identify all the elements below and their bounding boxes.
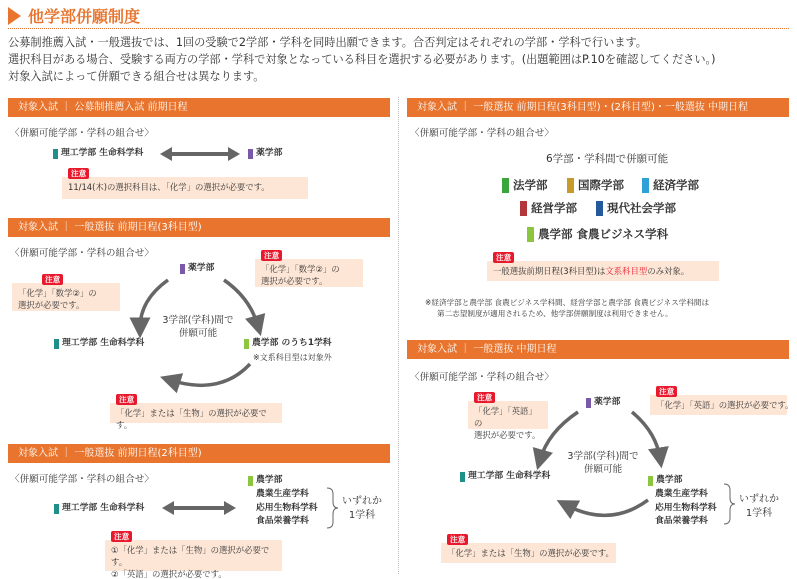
s3-note: ①「化学」または「生物」の選択が必要です。 ②「英語」の選択が必要です。	[105, 540, 282, 571]
s5-dept-top: 薬学部	[586, 397, 620, 408]
purple-square-icon	[586, 398, 591, 408]
s4-note-tag: 注意	[493, 252, 514, 263]
s5-note-bottom-tag: 注意	[447, 534, 468, 545]
ochre-square-icon	[567, 178, 574, 193]
s5-brace-text: いずれか 1学科	[739, 494, 779, 519]
s5-note-right-tag: 注意	[656, 386, 677, 397]
red-square-icon	[520, 201, 527, 216]
green-square-icon	[244, 339, 249, 349]
s3-dept-left: 理工学部 生命科学科	[54, 503, 144, 514]
navy-square-icon	[596, 201, 603, 216]
s4-note: 一般選抜前期日程(3科目型)は文系科目型のみ対象。	[487, 261, 719, 281]
s2-dept-top: 薬学部	[180, 263, 214, 274]
s5-combo-label: 〈併願可能学部・学科の組合せ〉	[410, 372, 554, 383]
s2-note-left-tag: 注意	[42, 274, 63, 285]
teal-square-icon	[54, 339, 59, 349]
s3-combo-label: 〈併願可能学部・学科の組合せ〉	[10, 474, 154, 485]
green-square-icon	[248, 476, 253, 486]
s5-brace-icon	[724, 484, 735, 524]
s5-dept-item: 応用生物科学科	[655, 502, 717, 513]
s5-dept-item: 農業生産学科	[655, 489, 708, 499]
s5-note-right: 「化学」「英語」の選択が必要です。	[650, 395, 787, 415]
s2-note-right-tag: 注意	[261, 250, 282, 261]
s2-dept-right: 農学部 のうち1学科	[244, 338, 332, 349]
intro-line-3: 対象入試によって併願できる組合せは異なります。	[8, 70, 265, 83]
s2-note-bottom: 「化学」または「生物」の選択が必要です。	[110, 403, 282, 423]
purple-square-icon	[248, 149, 253, 159]
teal-square-icon	[54, 504, 59, 514]
s3-dept-item: 食品栄養学科	[256, 516, 309, 526]
s3-dept-right-title: 農学部	[248, 475, 282, 486]
s3-header: 対象入試 ｜ 一般選抜 前期日程(2科目型)	[8, 444, 390, 463]
s2-dept-left: 理工学部 生命科学科	[54, 338, 144, 349]
s4-item-6: 農学部 食農ビジネス学科	[527, 226, 668, 242]
s4-footnote: ※経済学部と農学部 食農ビジネス学科間、経営学部と農学部 食農ビジネス学科間は 第二志望制度が適用されるため、他学部併願制度は利用できません。	[425, 298, 710, 318]
s4-item-2: 国際学部	[567, 177, 624, 193]
s2-note-right: 「化学」「数学②」の 選択が必要です。	[255, 259, 363, 287]
s5-header: 対象入試 ｜ 一般選抜 中期日程	[407, 340, 789, 359]
purple-square-icon	[180, 264, 185, 274]
s5-dept-list	[655, 488, 717, 529]
green-square-icon	[648, 476, 653, 486]
s2-combo-label: 〈併願可能学部・学科の組合せ〉	[10, 248, 154, 259]
s5-note-left: 「化学」「英語」の 選択が必要です。	[468, 401, 548, 429]
s4-center-title: 6学部・学科間で併願可能	[546, 153, 669, 165]
s3-brace-icon	[327, 488, 338, 528]
s3-dept-item: 応用生物科学科	[256, 502, 318, 513]
s5-dept-left: 理工学部 生命科学科	[460, 471, 550, 482]
s1-dept-left: 理工学部 生命科学科	[53, 148, 143, 159]
lime-square-icon	[527, 227, 534, 242]
s1-header: 対象入試 ｜ 公募制推薦入試 前期日程	[8, 98, 390, 117]
s5-note-bottom: 「化学」または「生物」の選択が必要です。	[441, 543, 616, 563]
s5-note-left-tag: 注意	[474, 392, 495, 403]
s3-dept-list	[256, 488, 318, 529]
s2-note-bottom-tag: 注意	[116, 394, 137, 405]
s2-right-note: ※文系科目型は対象外	[253, 353, 332, 362]
s5-center-text: 3学部(学科)間で 併願可能	[567, 451, 639, 475]
s3-dept-item: 農業生産学科	[256, 489, 309, 499]
s4-item-1: 法学部	[502, 177, 548, 193]
green-square-icon	[502, 178, 509, 193]
s5-dept-right-title: 農学部	[648, 475, 682, 486]
s3-double-arrow-icon	[162, 501, 236, 515]
s2-note-left: 「化学」「数学②」の 選択が必要です。	[12, 283, 120, 311]
s2-header: 対象入試 ｜ 一般選抜 前期日程(3科目型)	[8, 218, 390, 237]
teal-square-icon	[53, 149, 58, 159]
s2-center-text: 3学部(学科)間で 併願可能	[162, 315, 234, 339]
s3-note-tag: 注意	[111, 531, 132, 542]
s3-brace-text: いずれか 1学科	[342, 496, 382, 521]
intro-line-2: 選択科目がある場合、受験する両方の学部・学科で対象となっている科目を選択する必要があります。(出題範囲はP.10を確認してください。)	[8, 53, 716, 66]
s1-note-tag: 注意	[68, 168, 89, 179]
blue-square-icon	[642, 178, 649, 193]
s4-item-5: 現代社会学部	[596, 200, 676, 216]
intro-line-1: 公募制推薦入試・一般選抜では、1回の受験で2学部・学科を同時出願できます。合否判定はそれぞれの学部・学科で行います。	[8, 36, 647, 49]
teal-square-icon	[460, 472, 465, 482]
s1-combo-label: 〈併願可能学部・学科の組合せ〉	[10, 128, 154, 139]
page-title: 他学部併願制度	[28, 7, 141, 26]
s4-combo-label: 〈併願可能学部・学科の組合せ〉	[410, 128, 554, 139]
s5-dept-item: 食品栄養学科	[655, 516, 708, 526]
s4-item-3: 経済学部	[642, 177, 699, 193]
s1-dept-right: 薬学部	[248, 148, 282, 159]
s1-note: 11/14(木)の選択科目は、「化学」の選択が必要です。	[62, 177, 308, 199]
s4-header: 対象入試 ｜ 一般選抜 前期日程(3科目型)・(2科目型)・一般選抜 中期日程	[407, 98, 789, 117]
s1-double-arrow-icon	[160, 147, 240, 161]
s4-item-4: 経営学部	[520, 200, 577, 216]
